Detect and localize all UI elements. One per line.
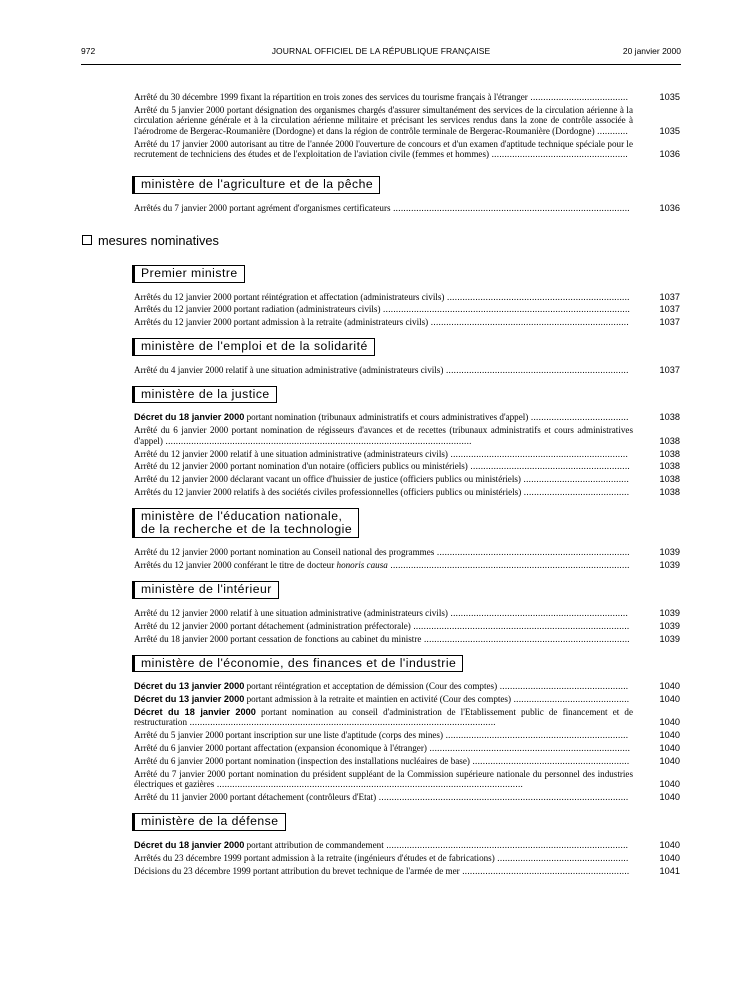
entry-text bbox=[134, 681, 633, 691]
toc-entry[interactable] bbox=[134, 769, 680, 790]
entry-lead: Arrêtés bbox=[134, 852, 161, 863]
entry-page-number: 1040 bbox=[659, 681, 680, 692]
toc-entry[interactable] bbox=[134, 743, 680, 753]
section-title-line2: de la recherche et de la technologie bbox=[141, 521, 353, 536]
table-of-contents bbox=[98, 92, 680, 878]
entry-lead: Arrêté bbox=[134, 104, 158, 115]
leader-dots: ......................................... bbox=[520, 474, 630, 485]
section-title: ministère de l'intérieur bbox=[141, 582, 272, 597]
entry-lead: Arrêté bbox=[134, 743, 158, 754]
entry-description: du 23 décembre 1999 portant attribution du brevet technique de l'armée de mer bbox=[172, 865, 460, 876]
leader-dots: .............................................................................................. bbox=[383, 839, 629, 850]
entry-page-number: 1039 bbox=[659, 560, 680, 571]
toc-entry[interactable] bbox=[134, 853, 680, 863]
entry-description: du 30 décembre 1999 fixant la répartition en trois zones des services du tourisme français à l'étranger bbox=[159, 92, 528, 102]
entry-lead: Arrêtés bbox=[134, 487, 161, 498]
leader-dots: ........................................................................... bbox=[434, 547, 630, 558]
leader-dots: ..................................................................... bbox=[447, 607, 629, 618]
leader-dots: ...................................... bbox=[528, 412, 629, 423]
entry-page-number: 1037 bbox=[659, 364, 680, 375]
entry-lead: Décret du 13 janvier 2000 bbox=[134, 694, 245, 704]
entry-description: du 5 janvier 2000 portant désignation des organismes chargés d'assurer simultanément des services de la circulation aérienne à la circulation aérienne générale et à la circulation aérienne militaire et précisant les services rendus dans la zone de contrôle associée à l'aérodrome de Bergerac-Roumanière (Dordogne) et dans la région de contrôle terminale de Bergerac-Roumanière (Dordogne) bbox=[134, 104, 633, 136]
entry-lead: Décret du 18 janvier 2000 bbox=[134, 839, 245, 850]
entry-text bbox=[134, 707, 633, 728]
section-heading bbox=[134, 581, 279, 599]
entry-text bbox=[134, 621, 633, 631]
entry-text bbox=[134, 866, 633, 876]
leader-dots: ............ bbox=[594, 125, 629, 136]
entry-description: du 6 janvier 2000 portant nomination de régisseurs d'avances et de recettes (tribunaux administratifs et cours administratives d'appel) bbox=[134, 425, 633, 446]
entry-text bbox=[134, 449, 633, 459]
toc-entry[interactable] bbox=[134, 621, 680, 631]
entry-text bbox=[134, 560, 633, 570]
entry-description: du 7 janvier 2000 portant nomination du président suppléant de la Commission supérieure nationale du personnel des industries électriques et gazières bbox=[134, 768, 633, 790]
leader-dots: ....................................................................... bbox=[443, 730, 629, 741]
toc-entry[interactable] bbox=[134, 304, 680, 314]
entry-text bbox=[134, 608, 633, 618]
toc-entry[interactable] bbox=[134, 707, 680, 728]
entry-description: du 12 janvier 2000 conférant le titre de docteur bbox=[163, 560, 335, 571]
section-heading bbox=[134, 508, 359, 538]
entry-page-number: 1038 bbox=[659, 461, 680, 472]
entry-lead: Arrêté bbox=[134, 138, 158, 149]
entry-page-number: 1035 bbox=[659, 125, 680, 136]
entry-page-number: 1039 bbox=[659, 607, 680, 618]
leader-dots: ......................................... bbox=[521, 487, 630, 498]
toc-entry[interactable] bbox=[134, 694, 680, 704]
leader-dots: ....................................................................................................................... bbox=[162, 435, 472, 446]
entry-description: du 12 janvier 2000 portant radiation (administrateurs civils) bbox=[163, 304, 381, 315]
section-heading bbox=[134, 655, 463, 673]
toc-entry[interactable] bbox=[134, 105, 680, 136]
toc-entry[interactable] bbox=[134, 681, 680, 691]
entry-text bbox=[134, 487, 633, 497]
entry-page-number: 1041 bbox=[659, 865, 680, 876]
leader-dots: ............................................................................................. bbox=[387, 560, 630, 571]
entry-description: portant nomination (tribunaux administratifs et cours administratives d'appel) bbox=[246, 412, 529, 423]
toc-entry[interactable] bbox=[134, 866, 680, 876]
entry-description: du 7 janvier 2000 portant agrément d'organismes certificateurs bbox=[163, 202, 391, 213]
entry-lead: Arrêté bbox=[134, 474, 158, 485]
entry-lead: Arrêté bbox=[134, 461, 158, 472]
leader-dots: ............................................................................. bbox=[428, 317, 629, 328]
toc-entry[interactable] bbox=[134, 203, 680, 213]
entry-lead: Arrêté bbox=[134, 768, 158, 779]
entry-description: du 4 janvier 2000 relatif à une situation administrative (administrateurs civils) bbox=[159, 364, 444, 375]
entry-text bbox=[134, 92, 633, 102]
entry-text bbox=[134, 634, 633, 644]
section-title: ministère de l'éducation nationale, bbox=[141, 509, 343, 524]
entry-description: du 12 janvier 2000 portant détachement (administration préfectorale) bbox=[159, 620, 411, 631]
entry-page-number: 1037 bbox=[659, 304, 680, 315]
entry-lead: Arrêtés bbox=[134, 202, 161, 213]
entry-text bbox=[134, 743, 633, 753]
entry-description: du 12 janvier 2000 portant nomination d'un notaire (officiers publics ou ministériels) bbox=[159, 461, 468, 472]
leader-dots: .................................................. bbox=[497, 681, 629, 692]
toc-entry[interactable] bbox=[134, 560, 680, 570]
entry-description: du 12 janvier 2000 portant admission à la retraite (administrateurs civils) bbox=[163, 317, 429, 328]
entry-lead: Décret du 18 janvier 2000 bbox=[134, 706, 256, 717]
entry-page-number: 1040 bbox=[659, 717, 680, 728]
entry-page-number: 1040 bbox=[659, 756, 680, 767]
leader-dots: .............................................................................. bbox=[426, 743, 631, 754]
toc-entry[interactable] bbox=[134, 365, 680, 375]
entry-page-number: 1037 bbox=[659, 317, 680, 328]
entry-text bbox=[134, 474, 633, 484]
entry-page-number: 1040 bbox=[659, 792, 680, 803]
issue-date: 20 janvier 2000 bbox=[622, 46, 681, 56]
entry-lead: Arrêté bbox=[134, 607, 158, 618]
entry-page-number: 1035 bbox=[659, 92, 680, 102]
entry-description: portant réintégration et acceptation de démission (Cour des comptes) bbox=[246, 681, 498, 692]
entry-page-number: 1038 bbox=[659, 474, 680, 485]
toc-entry[interactable] bbox=[134, 547, 680, 557]
toc-entry[interactable] bbox=[134, 730, 680, 740]
entry-lead: Arrêté bbox=[134, 633, 158, 644]
toc-entry[interactable] bbox=[134, 840, 680, 850]
entry-page-number: 1039 bbox=[659, 620, 680, 631]
toc-entry[interactable] bbox=[134, 487, 680, 497]
leader-dots: ..................................................... bbox=[489, 149, 628, 160]
leader-dots: ....................................................................... bbox=[444, 291, 630, 302]
header-rule bbox=[81, 64, 681, 65]
section-title: ministère de la défense bbox=[141, 814, 279, 829]
entry-description: du 11 janvier 2000 portant détachement (contrôleurs d'Etat) bbox=[159, 792, 377, 803]
leader-dots: ............................................................. bbox=[469, 756, 630, 767]
entry-text bbox=[134, 694, 633, 704]
entry-lead: Décret du 13 janvier 2000 bbox=[134, 681, 245, 692]
entry-text bbox=[134, 461, 633, 471]
toc-entry[interactable] bbox=[134, 139, 680, 160]
mesures-nominatives-title: mesures nominatives bbox=[98, 232, 219, 248]
entry-lead: Arrêtés bbox=[134, 317, 161, 328]
entry-lead: Arrêté bbox=[134, 792, 158, 803]
entry-description: portant admission à la retraite et maintien en activité (Cour des comptes) bbox=[246, 694, 511, 704]
entry-page-number: 1038 bbox=[659, 412, 680, 423]
entry-page-number: 1040 bbox=[659, 852, 680, 863]
entry-lead: Arrêté bbox=[134, 448, 158, 459]
section-heading bbox=[134, 386, 277, 404]
toc-entry[interactable] bbox=[134, 792, 680, 802]
section-heading bbox=[134, 338, 375, 356]
entry-lead: Arrêtés bbox=[134, 291, 161, 302]
entry-lead: Arrêté bbox=[134, 730, 158, 741]
mesures-nominatives-heading bbox=[82, 233, 680, 248]
leader-dots: ..................................................................... bbox=[447, 448, 629, 459]
entry-italic: honoris causa bbox=[336, 560, 388, 571]
leader-dots: ................................................................................................ bbox=[380, 304, 631, 315]
section-heading-agriculture: ministère de l'agriculture et de la pêche bbox=[134, 176, 380, 194]
entry-text bbox=[134, 792, 633, 802]
entry-description: du 6 janvier 2000 portant nomination (inspection des installations nucléaires de base) bbox=[159, 756, 470, 767]
toc-entry[interactable] bbox=[134, 608, 680, 618]
entry-page-number: 1040 bbox=[659, 743, 680, 754]
section-title: ministère de l'économie, des finances et de l'industrie bbox=[141, 655, 457, 670]
entry-description: du 17 janvier 2000 autorisant au titre de l'année 2000 l'ouverture de concours et d'un examen d'aptitude technique spéciale pour le recrutement de techniciens des études et de l'exploitation de l'aviation civile (femmes et hommes) bbox=[134, 138, 633, 160]
entry-lead: Arrêtés bbox=[134, 560, 161, 571]
entry-lead: Arrêté bbox=[134, 756, 158, 767]
leader-dots: ....................................................................................................................... bbox=[187, 717, 496, 728]
entry-page-number: 1040 bbox=[659, 694, 680, 704]
entry-description: du 12 janvier 2000 relatif à une situation administrative (administrateurs civils) bbox=[159, 607, 448, 618]
entry-lead: Arrêté bbox=[134, 364, 158, 375]
entry-description: du 12 janvier 2000 portant nomination au Conseil national des programmes bbox=[159, 547, 435, 558]
entry-lead: Arrêté bbox=[134, 620, 158, 631]
entry-text bbox=[134, 317, 633, 327]
toc-entry[interactable] bbox=[134, 461, 680, 471]
toc-entry[interactable] bbox=[134, 92, 680, 102]
page-number: 972 bbox=[81, 46, 96, 56]
entry-lead: Arrêté bbox=[134, 547, 158, 558]
leader-dots: ................................................................................................. bbox=[376, 792, 629, 803]
entry-description: du 5 janvier 2000 portant inscription sur une liste d'aptitude (corps des mines) bbox=[159, 730, 444, 741]
section-heading bbox=[134, 265, 245, 283]
entry-text bbox=[134, 412, 633, 422]
entry-page-number: 1038 bbox=[659, 435, 680, 446]
entry-description: du 12 janvier 2000 relatif à une situation administrative (administrateurs civils) bbox=[159, 448, 448, 459]
leader-dots: ....................................................................................................................... bbox=[214, 779, 524, 790]
entry-description: du 12 janvier 2000 portant réintégration et affectation (administrateurs civils) bbox=[163, 291, 445, 302]
entry-page-number: 1036 bbox=[659, 202, 680, 213]
leader-dots: .............................................................. bbox=[467, 461, 630, 472]
entry-text bbox=[134, 105, 633, 136]
leader-dots: ....................................................................... bbox=[443, 364, 629, 375]
leader-dots: .................................................................................... bbox=[410, 620, 630, 631]
entry-lead: Arrêtés bbox=[134, 304, 161, 315]
entry-description: du 6 janvier 2000 portant affectation (expansion économique à l'étranger) bbox=[159, 743, 427, 754]
entry-page-number: 1040 bbox=[659, 730, 680, 741]
entry-description: du 12 janvier 2000 déclarant vacant un office d'huissier de justice (officiers publics ou ministériels) bbox=[159, 474, 521, 485]
entry-description: du 23 décembre 1999 portant admission à la retraite (ingénieurs d'études et de fabrications) bbox=[163, 852, 495, 863]
entry-page-number: 1039 bbox=[659, 547, 680, 558]
entry-lead: Décisions bbox=[134, 865, 170, 876]
leader-dots: ................................................................. bbox=[459, 865, 630, 876]
entry-lead: Décret du 18 janvier 2000 bbox=[134, 412, 245, 423]
entry-text bbox=[134, 139, 633, 160]
entry-text bbox=[134, 853, 633, 863]
entry-text bbox=[134, 304, 633, 314]
leader-dots: ............................................................................................ bbox=[390, 202, 630, 213]
section-title: Premier ministre bbox=[141, 265, 238, 280]
journal-title: JOURNAL OFFICIEL DE LA RÉPUBLIQUE FRANÇAISE bbox=[271, 46, 491, 56]
entry-text bbox=[134, 769, 633, 790]
checkbox-square-icon bbox=[82, 235, 92, 245]
leader-dots: ................................................... bbox=[494, 852, 629, 863]
leader-dots: ............................................. bbox=[511, 694, 630, 704]
entry-text bbox=[134, 730, 633, 740]
entry-page-number: 1036 bbox=[659, 149, 680, 160]
entry-text bbox=[134, 840, 633, 850]
toc-entry[interactable] bbox=[134, 756, 680, 766]
toc-entry[interactable] bbox=[134, 634, 680, 644]
entry-page-number: 1040 bbox=[659, 839, 680, 850]
entry-description: portant attribution de commandement bbox=[246, 839, 384, 850]
entry-text bbox=[134, 292, 633, 302]
entry-page-number: 1037 bbox=[659, 291, 680, 302]
entry-text bbox=[134, 203, 633, 213]
section-title: ministère de l'emploi et de la solidarité bbox=[141, 339, 368, 354]
entry-page-number: 1038 bbox=[659, 487, 680, 498]
leader-dots: ................................................................................ bbox=[421, 633, 630, 644]
entry-page-number: 1039 bbox=[659, 633, 680, 644]
entry-description: du 12 janvier 2000 relatifs à des sociétés civiles professionnelles (officiers publics ou ministériels) bbox=[163, 487, 522, 498]
leader-dots: ...................................... bbox=[527, 92, 629, 102]
toc-entry[interactable] bbox=[134, 317, 680, 327]
section-title: ministère de la justice bbox=[141, 386, 270, 401]
entry-page-number: 1038 bbox=[659, 448, 680, 459]
entry-description: portant nomination au conseil d'administration de l'Etablissement public de financement et de restructuration bbox=[134, 706, 633, 728]
entry-page-number: 1040 bbox=[659, 779, 680, 790]
entry-text bbox=[134, 547, 633, 557]
section-heading bbox=[134, 813, 286, 831]
toc-entry[interactable] bbox=[134, 292, 680, 302]
toc-entry[interactable] bbox=[134, 425, 680, 446]
entry-description: du 18 janvier 2000 portant cessation de fonctions au cabinet du ministre bbox=[159, 633, 422, 644]
toc-entry[interactable] bbox=[134, 449, 680, 459]
toc-entry[interactable] bbox=[134, 412, 680, 422]
entry-lead: Arrêté bbox=[134, 92, 158, 102]
entry-text bbox=[134, 365, 633, 375]
toc-entry[interactable] bbox=[134, 474, 680, 484]
entry-lead: Arrêté bbox=[134, 425, 158, 436]
entry-text bbox=[134, 425, 633, 446]
page-header bbox=[81, 44, 681, 58]
entry-text bbox=[134, 756, 633, 766]
